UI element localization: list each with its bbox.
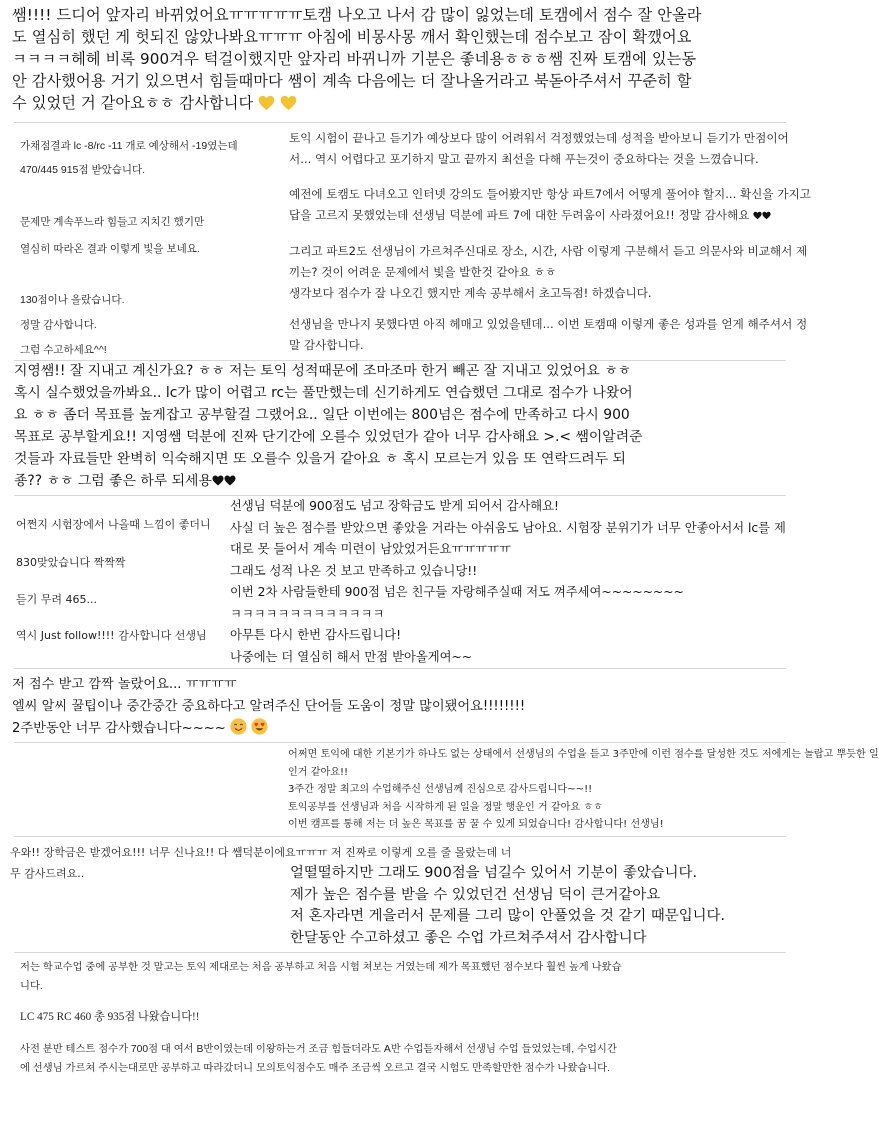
review-1-line: 수 있었던 거 같아요ㅎㅎ 감사합니다 (12, 92, 792, 114)
review-4-text: 이번 2차 사람들한테 900점 넘은 친구들 자랑해주실때 저도 껴주세여~~~~~~~~ (230, 585, 684, 599)
heart-eyes-face-icon (251, 718, 268, 735)
review-2-text: 말 감사합니다. (289, 338, 364, 352)
review-3-line: 죵?? ㅎㅎ 그럼 좋은 하루 되세용 (14, 470, 794, 492)
black-heart-icon (212, 475, 224, 486)
review-3-line: 혹시 실수했었을까봐요.. lc가 많이 어렵고 rc는 풀만했는데 신기하게도 연습했던 그대로 점수가 나왔어 (14, 385, 633, 401)
review-4-text: 듣기 무려 465... (16, 593, 97, 606)
review-1 (12, 4, 792, 114)
review-2-text: 130점이나 올랐습니다. (20, 294, 125, 306)
review-7-right (290, 863, 796, 949)
review-7-text: 제가 높은 점수를 받을 수 있었던건 선생님 덕이 큰거같아요 (290, 886, 661, 903)
review-2-text: 생각보다 점수가 잘 나오긴 했지만 계속 공부해서 초고득점! 하겠습니다. (289, 286, 652, 300)
review-4-text: 사실 더 높은 점수를 받았으면 좋았을 거라는 아쉬움도 남아요. 시험장 분위기가 너무 안좋아서서 lc를 제 (230, 520, 786, 535)
review-8-line: LC 475 RC 460 총 935점 나왔습니다!! (20, 1011, 200, 1023)
review-2-text: 문제만 계속푸느라 힘들고 지치긴 했기만 (20, 216, 205, 228)
review-2-text: 정말 감사합니다. (20, 319, 97, 331)
review-4-text: 830맞았습니다 짝짝짝 (16, 556, 126, 569)
yellow-heart-icon (258, 95, 275, 111)
review-4-text: 역시 Just follow!!!! 감사합니다 선생님 (16, 629, 207, 642)
review-7-text: 무 감사드려요.. (10, 867, 85, 880)
review-4-text: 그래도 성적 나온 것 보고 만족하고 있습니당!! (230, 563, 478, 578)
review-2-text: 예전에 토캠도 다녀오고 인터넷 강의도 들어봤지만 항상 파트7에서 어떻게 풀어야 할지... 확신을 가지고 (289, 187, 811, 201)
review-1-line: 도 열심히 했던 게 헛되진 않았나봐요ㅠㅠㅠ 아침에 비몽사몽 깨서 확인했는데 점수보고 잠이 확깼어요 (12, 28, 692, 46)
review-3-line: 목표로 공부할게요!! 지영쌤 덕분에 진짜 단기간에 오를수 있었던가 같아 너무 감사해요 >.< 쌤이알려준 (14, 429, 643, 445)
review-7-text: 얼떨떨하지만 그래도 900점을 넘길수 있어서 기분이 좋았습니다. (290, 865, 698, 881)
review-3-line: 요 ㅎㅎ 좀더 목표를 높게잡고 공부할걸 그랬어요.. 일단 이번에는 800넘은 점수에 만족하고 다시 900 (14, 407, 630, 423)
review-7-text: 우와!! 장학금은 받겠어요!!! 너무 신나요!! 다 쌤덕분이에요ㅠㅠㅠ 저 진짜로 이렇게 오를 줄 몰랐는데 너 (10, 846, 512, 859)
divider (14, 122, 786, 123)
review-4-text: 어쩐지 시험장에서 나올때 느낌이 좋더니 (16, 518, 211, 531)
review-6-line: 어쩌면 토익에 대한 기본기가 하나도 없는 상태에서 선생님의 수업을 듣고 3주만에 이런 점수를 달성한 것도 저에게는 놀랍고 뿌듯한 일 (288, 749, 879, 760)
review-5-line: 엘씨 알씨 꿀팁이나 중간중간 중요하다고 알려주신 단어들 도움이 정말 많이됐어요!!!!!!!! (12, 699, 526, 714)
review-8-line: 저는 학교수업 중에 공부한 것 말고는 토익 제대로는 처음 공부하고 처음 시험 쳐보는 거였는데 제가 목표했던 점수보다 훨씬 높게 나왔습 (20, 962, 622, 973)
divider (14, 668, 786, 669)
black-heart-icon (762, 211, 771, 220)
review-3-line: 지영쌤!! 잘 지내고 계신가요? ㅎㅎ 저는 토익 성적때문에 조마조마 한거 빼곤 잘 지내고 있었어요 ㅎㅎ (14, 363, 632, 379)
review-8-line: 니다. (20, 981, 43, 992)
review-1-line: 쌤!!!! 드디어 앞자리 바뀌었어요ㅠㅠㅠㅠㅠ토캠 나오고 나서 감 많이 잃었는데 토캠에서 점수 잘 안올라 (12, 6, 702, 24)
review-6 (288, 746, 879, 834)
black-heart-icon (753, 211, 762, 220)
review-3 (14, 360, 794, 492)
review-2-text: 470/445 915점 받았습니다. (20, 164, 146, 176)
review-5-line: 2주반동안 너무 감사했습니다~~~~ (12, 718, 792, 740)
review-2-text: 답을 고르지 못했었는데 선생님 덕분에 파트 7에 대한 두려움이 사라졌어요!! 정말 감사해요 (289, 205, 771, 226)
smiling-face-icon (230, 718, 247, 735)
review-6-line: 토익공부를 선생님과 처음 시작하게 된 일을 정말 행운인 거 같아요 ㅎㅎ (288, 801, 603, 813)
divider (14, 952, 786, 953)
review-2-text: 가채점결과 lc -8/rc -11 개로 예상해서 -19였는데 (20, 140, 238, 152)
review-8-line: 사전 분반 테스트 점수가 700점 대 여서 B반이였는데 이왕하는거 조금 힘들더라도 A반 수업듣자해서 선생님 수업 들었었는데, 수업시간 (20, 1044, 617, 1055)
review-3-line: 것들과 자료들만 완벽히 익숙해지면 또 오를수 있을거 같아요 ㅎ 혹시 모르는거 있음 또 연락드려두 되 (14, 451, 626, 467)
review-2-text: 토익 시험이 끝나고 듣기가 예상보다 많이 어려워서 걱정했었는데 성적을 받아보니 듣기가 만점이어 (289, 131, 789, 145)
review-5-line: 저 점수 받고 깜짝 놀랐어요... ㅠㅠㅠㅠ (12, 677, 237, 692)
black-heart-icon (224, 475, 236, 486)
review-2-text: 끼는? 것이 어려운 문제에서 빛을 발한것 같아요 ㅎㅎ (289, 265, 557, 279)
review-2-text: 그리고 파트2도 선생님이 가르쳐주신대로 장소, 시간, 사람 이렇게 구분해서 듣고 의문사와 비교해서 제 (289, 244, 808, 258)
review-4-text: 나중에는 더 열심히 해서 만점 받아올게여~~ (230, 649, 473, 664)
review-2-text: 선생님을 만나지 못했다면 아직 헤매고 있었을텐데... 이번 토캠때 이렇게 좋은 성과를 얻게 해주셔서 정 (289, 317, 808, 331)
review-2-text: 열심히 따라온 결과 이렇게 빛을 보네요. (20, 243, 200, 255)
review-4-text: ㅋㅋㅋㅋㅋㅋㅋㅋㅋㅋㅋㅋㅋ (230, 606, 385, 621)
review-4-text: 선생님 덕분에 900점도 넘고 장학금도 받게 되어서 감사해요! (230, 499, 559, 513)
review-2-text: 그럼 수고하세요^^! (20, 344, 107, 356)
review-2-text: 서... 역시 어렵다고 포기하지 말고 끝까지 최선을 다해 푸는것이 중요하다는 것을 느꼈습니다. (289, 152, 759, 166)
divider (14, 836, 786, 837)
review-4-text: 아무튼 다시 한번 감사드립니다! (230, 628, 402, 642)
review-4-text: 대로 못 들어서 계속 미련이 남았었거든요ㅠㅠㅠㅠㅠ (230, 542, 511, 556)
review-6-line: 이번 캠프를 통해 저는 더 높은 목표를 꿈 꿀 수 있게 되었습니다! 감사합니다! 선생님! (288, 819, 664, 830)
review-8-line: 에 선생님 가르쳐 주시는대로만 공부하고 따라갔더니 모의토익점수도 매주 조금씩 오르고 결국 시험도 만족할만한 점수가 나왔습니다. (20, 1063, 610, 1074)
review-7-text: 저 혼자라면 게을러서 문제를 그리 많이 안풀었을 것 같기 때문입니다. (290, 908, 725, 924)
review-6-line: 인거 같아요!! (288, 766, 349, 778)
review-4-right (230, 496, 796, 668)
review-6-line: 3주간 정말 최고의 수업해주신 선생님께 진심으로 감사드립니다~~!! (288, 784, 593, 795)
review-5 (12, 674, 792, 740)
review-1-line: ㅋㅋㅋㅋ헤헤 비록 900겨우 턱걸이했지만 앞자리 바뀌니까 기분은 좋네용ㅎㅎㅎ쌤 진짜 토캠에 있는동 (12, 50, 697, 68)
review-7-text: 한달동안 수고하셨고 좋은 수업 가르쳐주셔서 감사합니다 (290, 929, 647, 946)
review-1-line: 안 감사했어용 거기 있으면서 힘들때마다 쌤이 계속 다음에는 더 잘나올거라고 북돋아주셔서 꾸준히 할 (12, 72, 692, 90)
divider (14, 742, 786, 743)
yellow-heart-icon (280, 95, 297, 111)
